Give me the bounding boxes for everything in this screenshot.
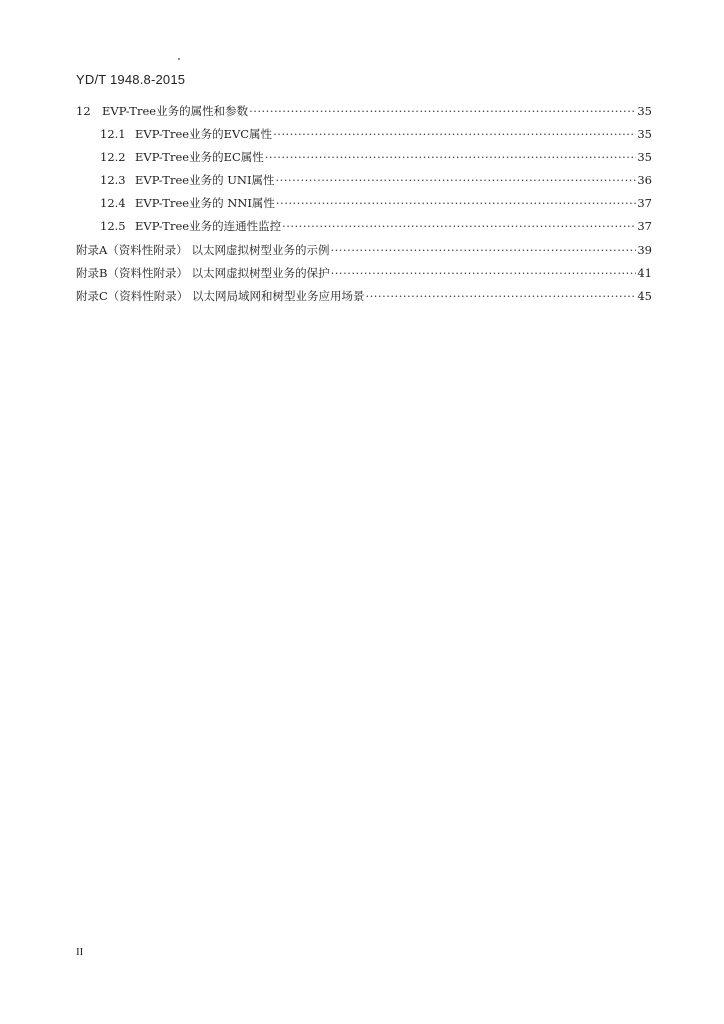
- toc-entry-12-2[interactable]: [76, 146, 652, 169]
- toc-dot-leader: [330, 239, 636, 262]
- toc-entry-title: EVP-Tree业务的EC属性: [135, 150, 264, 165]
- toc-entry-page: 37: [637, 196, 652, 211]
- toc-dot-leader: [282, 215, 636, 238]
- toc-entry-title: 附录B（资料性附录） 以太网虚拟树型业务的保护: [76, 265, 330, 280]
- toc-entry-title: 附录C（资料性附录） 以太网局域网和树型业务应用场景: [76, 288, 365, 303]
- toc-entry-number: 12.2: [100, 150, 126, 165]
- document-standard-id: YD/T 1948.8-2015: [76, 72, 186, 87]
- toc-entry-page: 35: [637, 150, 652, 165]
- toc-entry-page: 35: [637, 104, 652, 118]
- toc-entry-12-4[interactable]: [76, 192, 652, 215]
- toc-entry-number: 12.1: [100, 127, 126, 142]
- toc-entry-12-1[interactable]: [76, 123, 652, 146]
- toc-entry-12-5[interactable]: [76, 215, 652, 238]
- toc-entry-title: EVP-Tree业务的EVC属性: [135, 127, 273, 142]
- toc-entry-title: EVP-Tree业务的属性和参数: [102, 104, 249, 118]
- toc-entry-title: EVP-Tree业务的 UNI属性: [135, 173, 275, 188]
- toc-entry-appendix-c[interactable]: [76, 285, 652, 308]
- toc-entry-title: EVP-Tree业务的 NNI属性: [135, 196, 275, 211]
- toc-dot-leader: [331, 262, 637, 285]
- toc-entry-page: 37: [637, 219, 652, 234]
- toc-entry-page: 45: [637, 288, 652, 303]
- toc-entry-page: 39: [637, 242, 652, 257]
- toc-entry-number: 12.5: [100, 219, 126, 234]
- toc-dot-leader: [273, 123, 636, 146]
- toc-entry-12[interactable]: [76, 100, 652, 123]
- scan-speck: [178, 58, 180, 60]
- toc-dot-leader: [365, 285, 636, 308]
- table-of-contents: [76, 100, 652, 308]
- toc-entry-title: EVP-Tree业务的连通性监控: [135, 219, 282, 234]
- page-number: II: [76, 946, 84, 958]
- toc-entry-appendix-a[interactable]: [76, 239, 652, 262]
- toc-dot-leader: [276, 192, 636, 215]
- toc-dot-leader: [265, 146, 637, 169]
- toc-entry-appendix-b[interactable]: [76, 262, 652, 285]
- toc-entry-page: 41: [637, 265, 652, 280]
- toc-entry-number: 12.3: [100, 173, 126, 188]
- toc-entry-number: 12.4: [100, 196, 126, 211]
- toc-entry-title: 附录A（资料性附录） 以太网虚拟树型业务的示例: [76, 242, 330, 257]
- toc-entry-page: 35: [637, 127, 652, 142]
- toc-entry-number: 12: [76, 104, 91, 118]
- toc-entry-12-3[interactable]: [76, 169, 652, 192]
- toc-entry-page: 36: [637, 173, 652, 188]
- toc-dot-leader: [249, 100, 636, 123]
- toc-dot-leader: [276, 169, 637, 192]
